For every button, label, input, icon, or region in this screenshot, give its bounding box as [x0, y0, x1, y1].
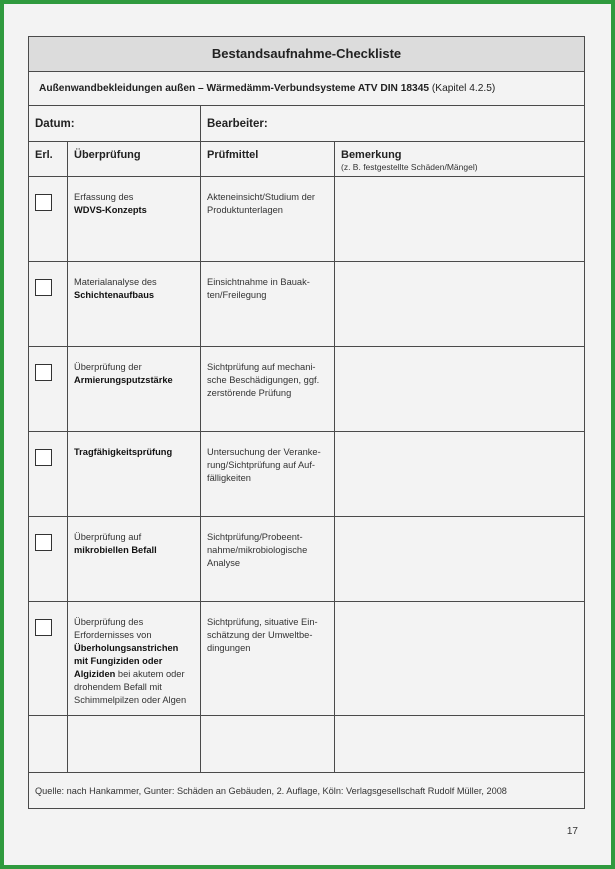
- check-item-text: WDVS-Konzepts: [74, 205, 147, 215]
- method-text: Akteneinsicht/Studium der: [207, 192, 316, 202]
- check-item-text: Tragfähigkeitsprüfung: [74, 447, 173, 457]
- table-row: [29, 347, 585, 432]
- empty-cell[interactable]: [68, 716, 201, 773]
- remark-cell[interactable]: [335, 517, 585, 602]
- method-text: schätzung der Umweltbe-: [207, 630, 313, 640]
- checkbox[interactable]: [35, 279, 52, 296]
- subtitle-chapter: (Kapitel 4.2.5): [429, 83, 496, 94]
- document-title: Bestandsaufnahme-Checkliste: [29, 37, 585, 72]
- check-item-text: Überprüfung auf: [74, 532, 142, 542]
- table-row: [29, 517, 585, 602]
- method-text: sche Beschädigungen, ggf.: [207, 375, 320, 385]
- check-item-text: drohendem Befall mit: [74, 682, 162, 692]
- check-item-text: Überholungsanstrichen: [74, 643, 179, 653]
- page-number: 17: [566, 826, 578, 837]
- method-text: fälligkeiten: [207, 473, 251, 483]
- check-item-text: Überprüfung der: [74, 362, 142, 372]
- check-item-text: mikrobiellen Befall: [74, 545, 157, 555]
- checklist-table: [28, 36, 585, 809]
- method-text: Sichtprüfung auf mechani-: [207, 362, 316, 372]
- document-subtitle: [29, 72, 585, 106]
- remark-cell[interactable]: [335, 432, 585, 517]
- table-row: [29, 262, 585, 347]
- bearbeiter-label: Bearbeiter:: [201, 106, 585, 142]
- check-item-text: Schimmelpilzen oder Algen: [74, 695, 187, 705]
- check-item-text: Erfordernisses von: [74, 630, 152, 640]
- method-text: ten/Freilegung: [207, 290, 267, 300]
- remark-cell[interactable]: [335, 602, 585, 716]
- method-text: zerstörende Prüfung: [207, 388, 292, 398]
- check-item-text: Überprüfung des: [74, 617, 144, 627]
- checkbox[interactable]: [35, 194, 52, 211]
- method-text: Untersuchung der Veranke-: [207, 447, 321, 457]
- bemerkung-hint: (z. B. festgestellte Schäden/Mängel): [341, 162, 478, 172]
- check-item-text: mit Fungiziden oder: [74, 656, 163, 666]
- method-text: Analyse: [207, 558, 241, 568]
- checkbox[interactable]: [35, 449, 52, 466]
- table-row: [29, 602, 585, 716]
- check-item-text: bei akutem oder: [115, 669, 185, 679]
- method-text: Sichtprüfung/Probeent-: [207, 532, 303, 542]
- check-item-text: Armierungsputzstärke: [74, 375, 173, 385]
- check-item-text: Algiziden: [74, 669, 116, 679]
- remark-cell[interactable]: [335, 262, 585, 347]
- method-text: Produktunterlagen: [207, 205, 283, 215]
- method-text: nahme/mikrobiologische: [207, 545, 308, 555]
- column-header-bemerkung: [335, 142, 585, 177]
- check-item-text: Materialanalyse des: [74, 277, 157, 287]
- check-item-text: Erfassung des: [74, 192, 134, 202]
- table-row: [29, 432, 585, 517]
- method-text: Einsichtnahme in Bauak-: [207, 277, 310, 287]
- datum-label: Datum:: [29, 106, 201, 142]
- subtitle-bold: Außenwandbekleidungen außen – Wärmedämm-Verbundsysteme ATV DIN 18345: [39, 83, 430, 94]
- table-row: [29, 716, 585, 773]
- method-text: dingungen: [207, 643, 251, 653]
- empty-cell[interactable]: [29, 716, 68, 773]
- remark-cell[interactable]: [335, 177, 585, 262]
- remark-cell[interactable]: [335, 347, 585, 432]
- checkbox[interactable]: [35, 534, 52, 551]
- column-header-pruefmittel: Prüfmittel: [201, 142, 335, 177]
- empty-cell[interactable]: [335, 716, 585, 773]
- table-row: [29, 177, 585, 262]
- check-item-text: Schichtenaufbaus: [74, 290, 155, 300]
- method-text: Sichtprüfung, situative Ein-: [207, 617, 318, 627]
- checkbox[interactable]: [35, 364, 52, 381]
- column-header-ueberpruefung: Überprüfung: [68, 142, 201, 177]
- bemerkung-label: Bemerkung: [341, 149, 402, 161]
- checkbox[interactable]: [35, 619, 52, 636]
- method-text: rung/Sichtprüfung auf Auf-: [207, 460, 316, 470]
- column-header-erl: Erl.: [29, 142, 68, 177]
- source-note: Quelle: nach Hankammer, Gunter: Schäden an Gebäuden, 2. Auflage, Köln: Verlagsgesellschaft Rudolf Müller, 2008: [29, 773, 585, 809]
- empty-cell[interactable]: [201, 716, 335, 773]
